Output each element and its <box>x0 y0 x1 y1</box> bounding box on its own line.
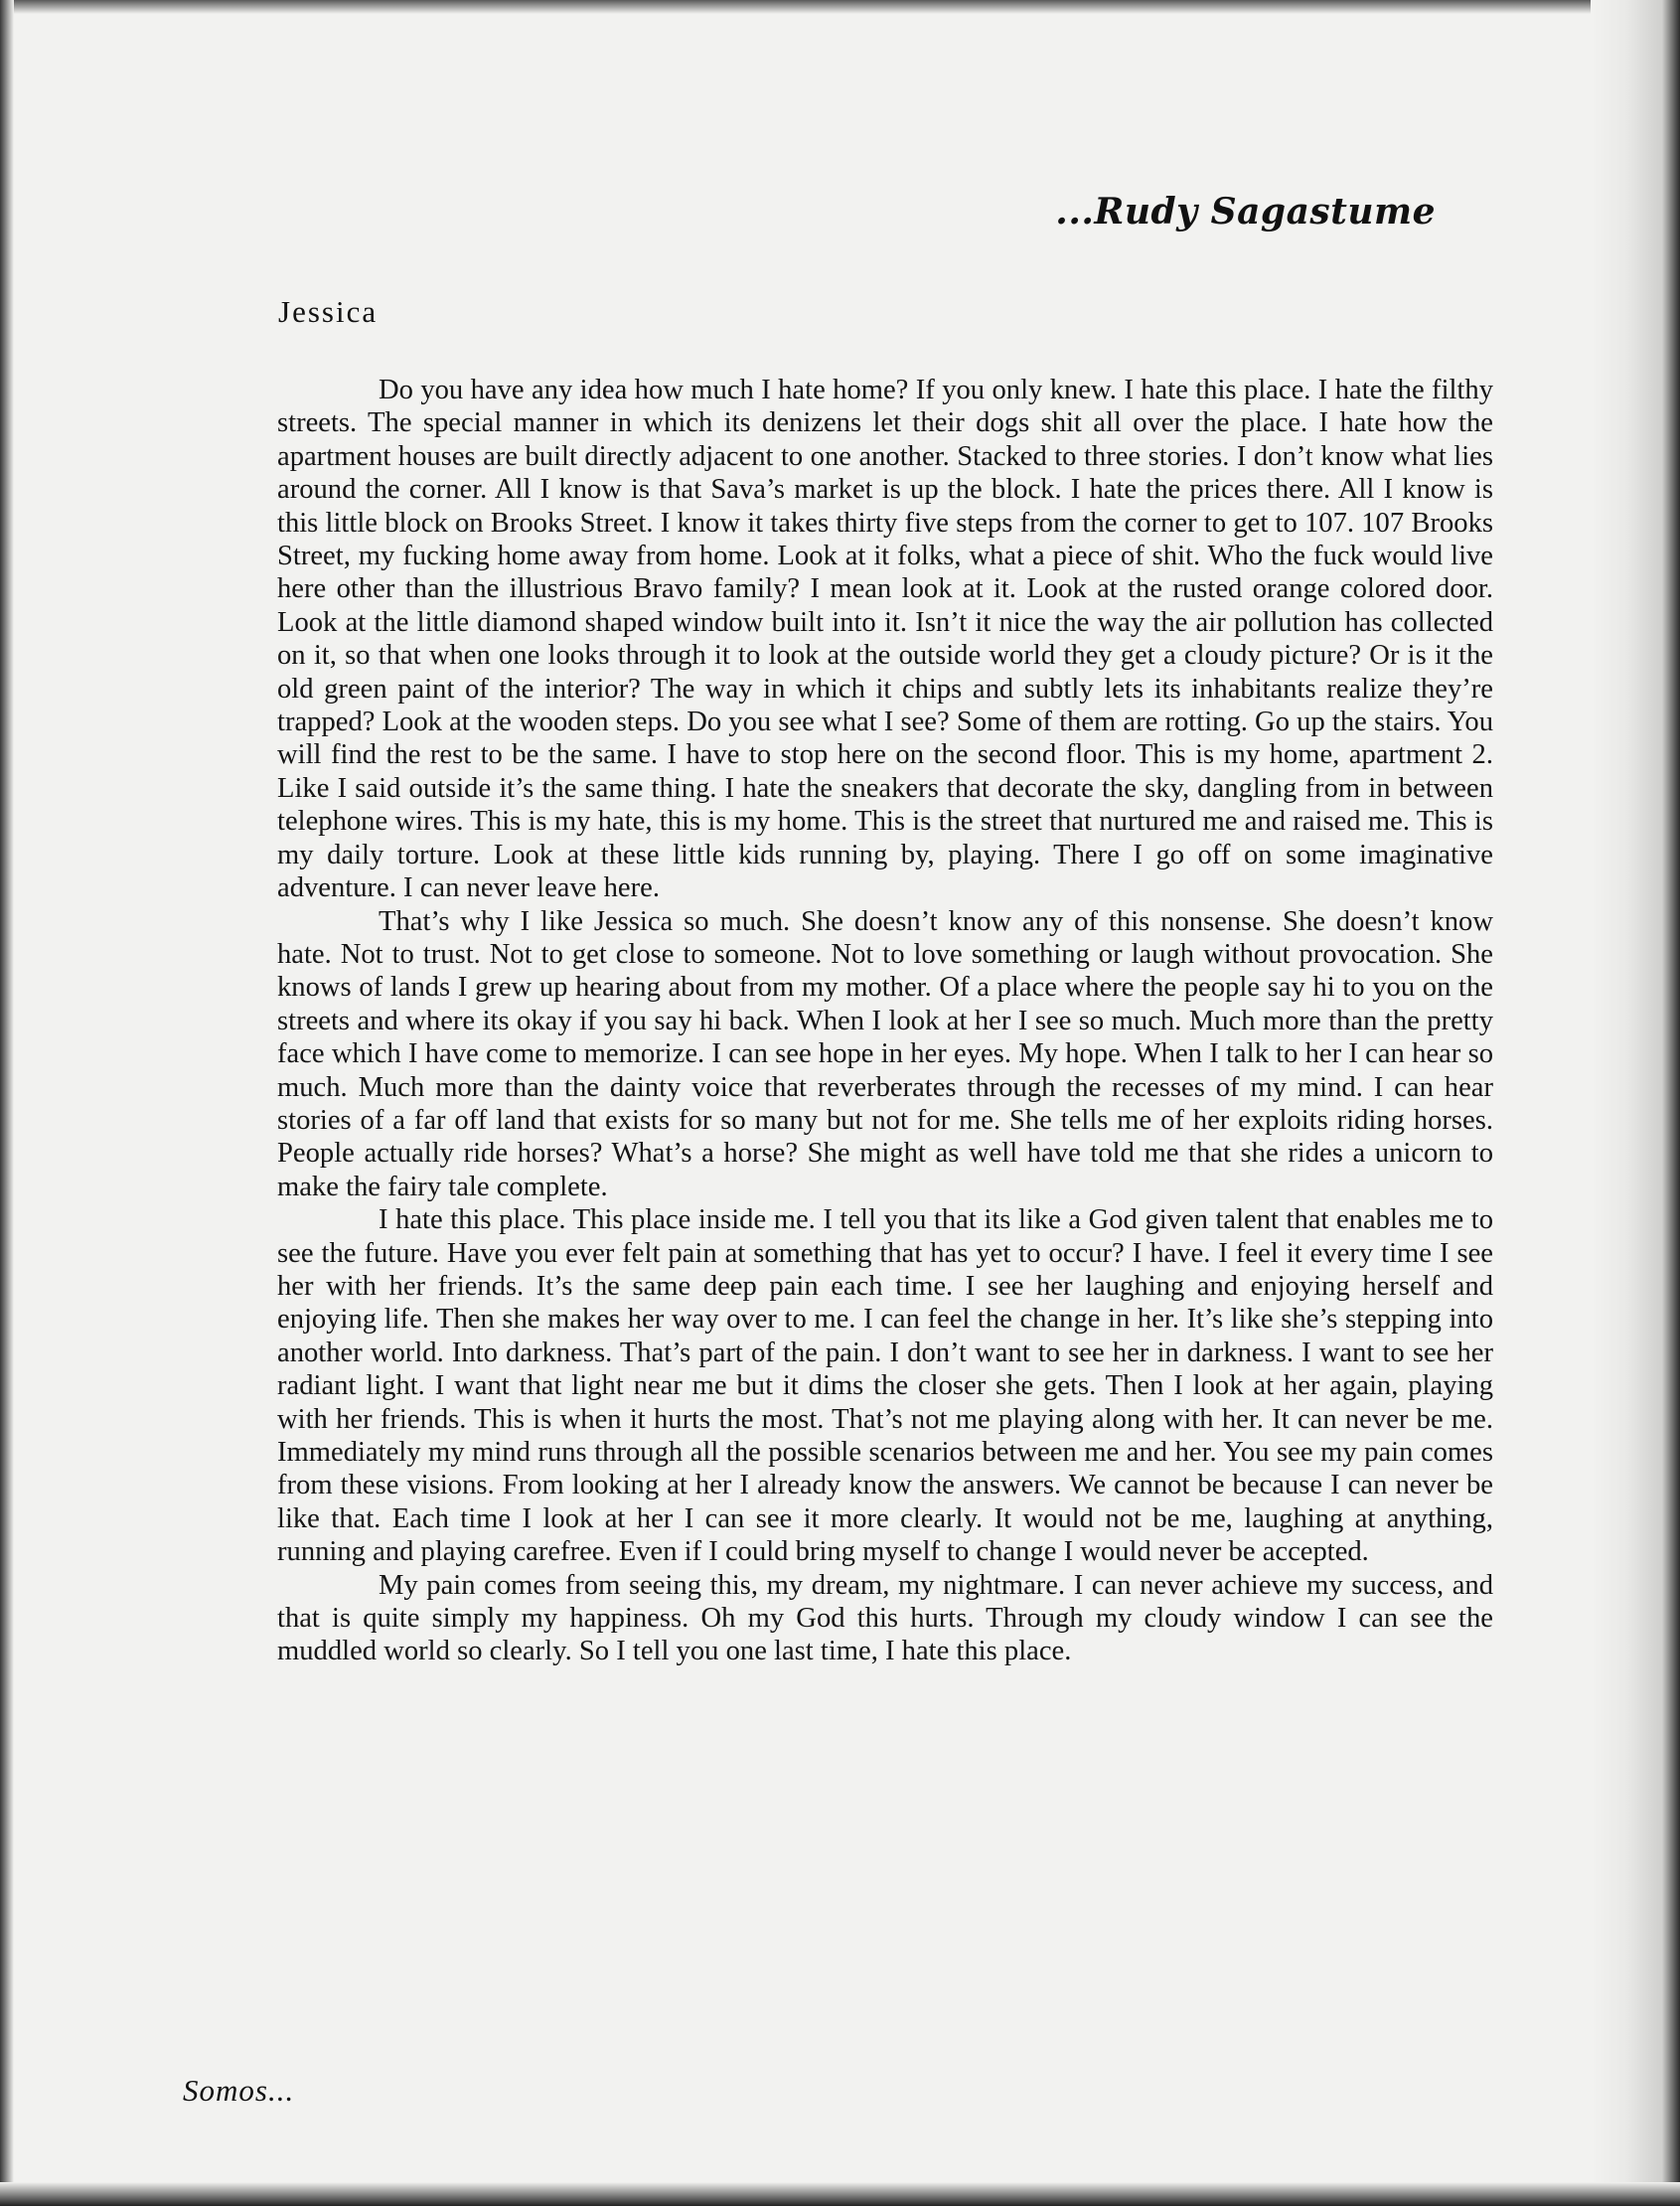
scan-edge-top <box>0 0 1680 14</box>
author-name: ...Rudy Sagastume <box>1055 191 1436 233</box>
scan-edge-right <box>1591 0 1680 2206</box>
paragraph: My pain comes from seeing this, my dream, my nightmare. I can never achieve my success, and that is quite simply my happiness. Oh my God this hurts. Through my cloudy window I can see the muddled world so clearly. So I tell you one last time, I hate this place. <box>277 1569 1493 1667</box>
paragraph: Do you have any idea how much I hate home? If you only knew. I hate this place. I hate the filthy streets. The special manner in which its denizens let their dogs shit all over the place. I hate how the apartment houses are built directly adjacent to one another. Stacked to three stories. I don’t know what lies around the corner. All I know is that Sava’s market is up the block. I hate the prices there. All I know is this little block on Brooks Street. I know it takes thirty five steps from the corner to get to 107. 107 Brooks Street, my fucking home away from home. Look at it folks, what a piece of shit. Who the fuck would live here other than the illustrious Bravo family? I mean look at it. Look at the rusted orange colored door. Look at the little diamond shaped window built into it. Isn’t it nice the way the air pollution has collected on it, so that when one looks through it to look at the outside world they get a cloudy picture? Or is it the old green paint of the interior? The way in which it chips and subtly lets its inhabitants realize they’re trapped? Look at the wooden steps. Do you see what I see? Some of them are rotting. Go up the stairs. You will find the rest to be the same. I have to stop here on the second floor. This is my home, apartment 2. Like I said outside it’s the same thing. I hate the sneakers that decorate the sky, dangling from in between telephone wires. This is my hate, this is my home. This is the street that nurtured me and raised me. This is my daily torture. Look at these little kids running by, playing. There I go off on some imaginative adventure. I can never leave here. <box>277 375 1493 904</box>
story-body <box>277 374 1493 1668</box>
paragraph: I hate this place. This place inside me. I tell you that its like a God given talent that enables me to see the future. Have you ever felt pain at something that has yet to occur? I have. I feel it every time I see her with her friends. It’s the same deep pain each time. I see her laughing and enjoying herself and enjoying life. Then she makes her way over to me. I can feel the change in her. It’s like she’s stepping into another world. Into darkness. That’s part of the pain. I don’t want to see her in darkness. I want to see her radiant light. I want that light near me but it dims the closer she gets. Then I look at her again, playing with her friends. This is when it hurts the most. That’s not me playing along with her. It can never be me. Immediately my mind runs through all the possible scenarios between me and her. You see my pain comes from these visions. From looking at her I already know the answers. We cannot be because I can never be like that. Each time I look at her I can see it more clearly. It would not be me, laughing at anything, running and playing carefree. Even if I could bring myself to change I would never be accepted. <box>277 1204 1493 1568</box>
paragraph: That’s why I like Jessica so much. She doesn’t know any of this nonsense. She doesn’t know hate. Not to trust. Not to get close to someone. Not to love something or laugh without provocation. She knows of lands I grew up hearing about from my mother. Of a place where the people say hi to you on the streets and where its okay if you say hi back. When I look at her I see so much. Much more than the pretty face which I have come to memorize. I can see hope in her eyes. My hope. When I talk to her I can hear so much. Much more than the dainty voice that reverberates through the recesses of my mind. I can hear stories of a far off land that exists for so many but not for me. She tells me of her exploits riding horses. People actually ride horses? What’s a horse? She might as well have told me that she rides a unicorn to make the fairy tale complete. <box>277 905 1493 1202</box>
story-title: Jessica <box>278 294 379 329</box>
scan-edge-left <box>0 0 14 2206</box>
publication-footer: Somos... <box>183 2073 295 2108</box>
scan-edge-bottom <box>0 2182 1680 2206</box>
